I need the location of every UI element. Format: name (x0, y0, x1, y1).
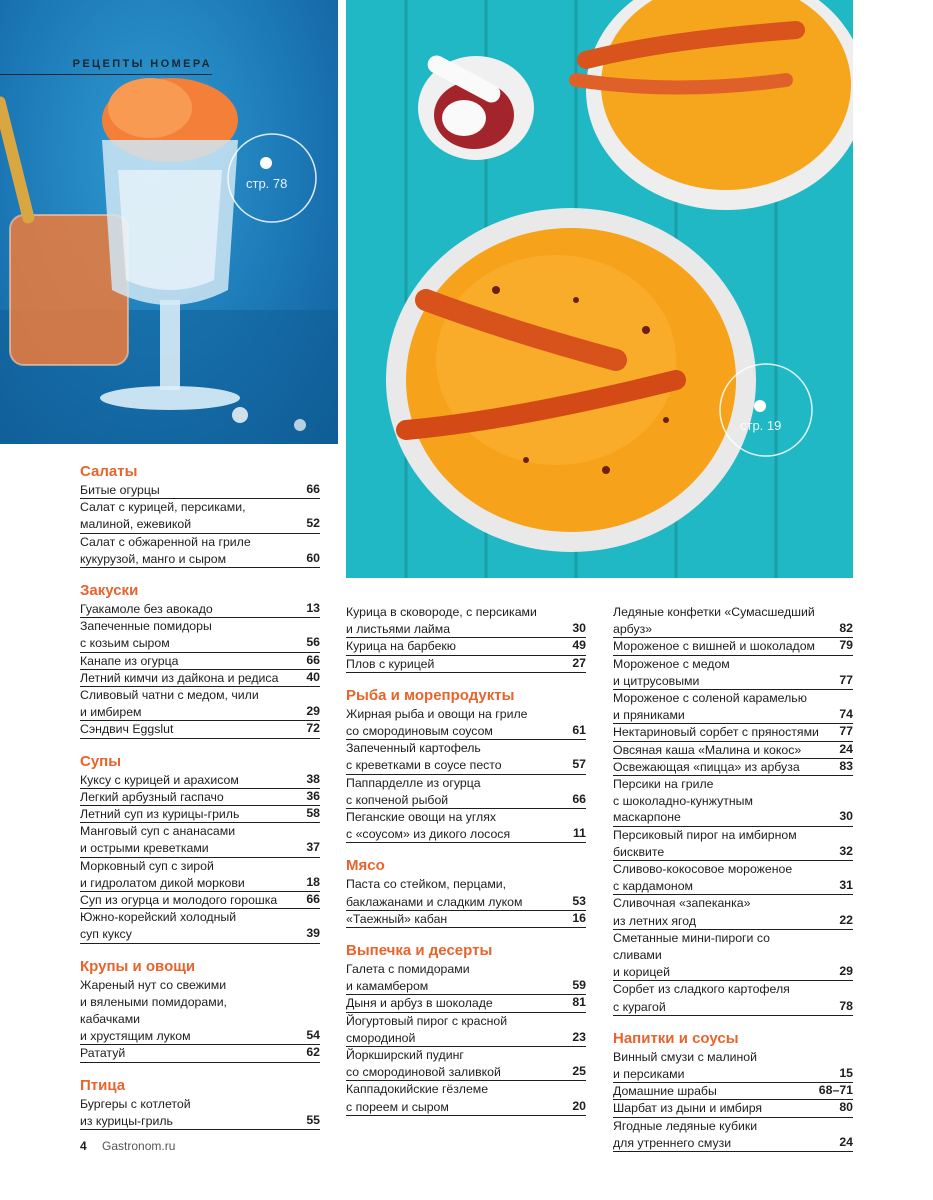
recipe-item[interactable] (80, 499, 320, 533)
recipe-title: Запеченный картофель (346, 741, 481, 756)
recipe-title: Галета с помидорами (346, 962, 470, 977)
recipe-title: Шарбат из дыни и имбиря (613, 1100, 853, 1117)
recipe-title: Канапе из огурца (80, 653, 320, 670)
recipe-title: со смородиновой заливкой (346, 1064, 586, 1081)
recipe-title: Персиковый пирог на имбирном (613, 827, 797, 842)
recipe-page: 32 (839, 843, 853, 858)
recipe-title: Сэндвич Eggslut (80, 721, 320, 738)
recipe-title: с креветками в соусе песто (346, 757, 586, 774)
recipe-item[interactable] (80, 977, 320, 1046)
recipe-title: и камамбером (346, 978, 586, 995)
recipe-title: Паста со стейком, перцами, (346, 877, 507, 892)
section-salads (80, 462, 320, 568)
soup-illustration (346, 0, 853, 578)
recipe-item[interactable] (80, 687, 320, 721)
recipe-item[interactable] (80, 1096, 320, 1130)
recipe-item[interactable] (346, 740, 586, 774)
recipe-page: 52 (306, 516, 320, 531)
recipe-page: 83 (839, 758, 853, 773)
category-title: Выпечка и десерты (346, 942, 493, 960)
recipe-title: Курица в сковороде, с персиками (346, 605, 537, 619)
category-title: Салаты (80, 463, 138, 480)
recipe-title: Салат с обжаренной на гриле (80, 534, 251, 549)
recipe-item[interactable] (80, 806, 320, 823)
recipe-item[interactable] (346, 604, 586, 638)
recipe-item[interactable] (80, 618, 320, 652)
recipe-page: 24 (839, 741, 853, 756)
recipe-page: 24 (839, 1134, 853, 1149)
recipe-page: 68–71 (818, 1083, 853, 1098)
recipe-item[interactable] (80, 1045, 320, 1062)
recipe-item[interactable] (80, 823, 320, 857)
recipe-item[interactable] (613, 981, 853, 1015)
recipe-page: 66 (306, 892, 320, 907)
section-title: РЕЦЕПТЫ НОМЕРА (0, 58, 212, 75)
recipe-title: Сливово-кокосовое мороженое (613, 862, 793, 877)
section-soups (80, 752, 320, 944)
recipe-page: 77 (839, 724, 853, 739)
recipe-title: Освежающая «пицца» из арбуза (613, 759, 853, 776)
recipe-page: 16 (572, 910, 586, 925)
recipe-item[interactable] (613, 690, 853, 724)
recipe-page: 29 (839, 964, 853, 979)
recipe-title: Мороженое с медом (613, 656, 730, 671)
recipe-title: Курица на барбекю (346, 638, 586, 655)
recipe-title: и хрустящим луком (80, 1028, 320, 1045)
recipe-item[interactable] (613, 776, 853, 827)
recipe-page: 55 (306, 1112, 320, 1127)
recipe-item[interactable] (80, 721, 320, 738)
recipe-page: 74 (839, 707, 853, 722)
section-poultry (80, 1076, 320, 1130)
recipe-title: Мороженое с вишней и шоколадом (613, 638, 853, 655)
recipe-page: 20 (572, 1098, 586, 1113)
recipe-item[interactable] (346, 809, 586, 843)
page-reference-left: стр. 78 (246, 176, 288, 191)
recipe-title: малиной, ежевикой (80, 516, 320, 533)
recipe-page: 53 (572, 893, 586, 908)
recipe-title: Сметанные мини-пироги со сливами (613, 930, 770, 963)
recipe-title: Летний суп из курицы-гриль (80, 806, 320, 823)
recipe-title: Винный смузи с малиной (613, 1049, 757, 1064)
category-title: Супы (80, 752, 122, 770)
category-title: Крупы и овощи (80, 957, 196, 975)
page-number: 4 (80, 1139, 87, 1153)
section-baking-desserts (346, 941, 586, 1116)
recipe-title: Летний кимчи из дайкона и редиса (80, 670, 320, 687)
recipe-title: с шоколадно-кунжутным маскарпоне (613, 793, 853, 826)
recipe-title: со смородиновым соусом (346, 723, 586, 740)
recipe-item[interactable] (346, 1081, 586, 1115)
recipe-page: 66 (306, 652, 320, 667)
recipe-column-2 (346, 604, 586, 1116)
recipe-page: 37 (306, 840, 320, 855)
section-meat (346, 856, 586, 928)
recipe-page: 40 (306, 669, 320, 684)
recipe-title: Бургеры с котлетой (80, 1096, 191, 1111)
category-title: Напитки и соусы (613, 1029, 739, 1047)
recipe-title: и персиками (613, 1066, 853, 1083)
recipe-title: Рататуй (80, 1045, 320, 1062)
recipe-page: 22 (839, 912, 853, 927)
recipe-item[interactable] (613, 1118, 853, 1152)
recipe-title: и пряниками (613, 707, 853, 724)
recipe-title: Жирная рыба и овощи на гриле (346, 706, 528, 721)
recipe-item[interactable] (613, 1083, 853, 1100)
recipe-item[interactable] (613, 724, 853, 741)
recipe-column-1 (80, 462, 320, 1130)
recipe-title: и листьями лайма (346, 621, 586, 638)
recipe-title: Йогуртовый пирог с красной (346, 1013, 508, 1028)
recipe-page: 23 (572, 1029, 586, 1044)
recipe-page: 77 (839, 672, 853, 687)
recipe-title: бисквите (613, 844, 853, 861)
recipe-item[interactable] (613, 1049, 853, 1083)
recipe-page: 30 (572, 621, 586, 636)
recipe-title: с копченой рыбой (346, 792, 586, 809)
recipe-title: Жареный нут со свежими (80, 977, 227, 992)
recipe-title: Салат с курицей, персиками, (80, 500, 246, 515)
recipe-item[interactable] (80, 601, 320, 618)
recipe-item[interactable] (80, 534, 320, 568)
recipe-item[interactable] (613, 930, 853, 982)
recipe-page: 25 (572, 1064, 586, 1079)
recipe-item[interactable] (80, 482, 320, 499)
recipe-page: 15 (839, 1066, 853, 1081)
section-fish-seafood (346, 686, 586, 844)
recipe-item[interactable] (80, 892, 320, 909)
recipe-title: для утреннего смузи (613, 1135, 853, 1152)
recipe-item[interactable] (80, 858, 320, 892)
recipe-page: 29 (306, 704, 320, 719)
recipe-page: 82 (839, 621, 853, 636)
recipe-title: баклажанами и сладким луком (346, 894, 586, 911)
recipe-item[interactable] (346, 961, 586, 995)
recipe-title: Каппадокийские гёзлеме (346, 1082, 489, 1097)
recipe-title: с пореем и сыром (346, 1099, 586, 1116)
recipe-title: Сливочная «запеканка» (613, 896, 751, 911)
recipe-title: Сливовый чатни с медом, чили (80, 688, 259, 703)
recipe-page: 61 (572, 723, 586, 738)
sorbet-photo (0, 0, 338, 444)
recipe-item[interactable] (613, 827, 853, 861)
recipe-title: Йоркширский пудинг (346, 1048, 464, 1063)
recipe-page: 54 (306, 1028, 320, 1043)
recipe-title: Ягодные ледяные кубики (613, 1118, 758, 1133)
recipe-title: и гидролатом дикой моркови (80, 875, 320, 892)
recipe-title: и имбирем (80, 704, 320, 721)
site-name[interactable]: Gastronom.ru (102, 1139, 176, 1153)
recipe-title: с «соусом» из дикого лосося (346, 826, 586, 843)
recipe-title: Мороженое с соленой карамелью (613, 691, 807, 706)
recipe-title: с козьим сыром (80, 635, 320, 652)
recipe-title: «Таежный» кабан (346, 911, 586, 928)
recipe-page: 72 (306, 721, 320, 736)
recipe-item[interactable] (613, 638, 853, 655)
recipe-page: 60 (306, 550, 320, 565)
recipe-title: из курицы-гриль (80, 1113, 320, 1130)
category-title: Птица (80, 1076, 126, 1094)
recipe-title: Куксу с курицей и арахисом (80, 772, 320, 789)
recipe-title: Плов с курицей (346, 656, 586, 673)
recipe-item[interactable] (346, 1013, 586, 1047)
recipe-title: суп куксу (80, 926, 320, 943)
recipe-page: 80 (839, 1100, 853, 1115)
section-appetizers (80, 581, 320, 739)
page-reference-right: стр. 19 (740, 418, 782, 433)
recipe-page: 58 (306, 806, 320, 821)
recipe-page: 78 (839, 998, 853, 1013)
section-poultry-continued (346, 604, 586, 673)
recipe-item[interactable] (346, 1047, 586, 1081)
recipe-item[interactable] (613, 656, 853, 690)
recipe-item[interactable] (613, 895, 853, 929)
recipe-title: Овсяная каша «Малина и кокос» (613, 742, 853, 759)
recipe-page: 30 (839, 809, 853, 824)
recipe-title: из летних ягод (613, 913, 853, 930)
recipe-page: 18 (306, 874, 320, 889)
recipe-title: Пеганские овощи на углях (346, 810, 497, 825)
recipe-title: Гуакамоле без авокадо (80, 601, 320, 618)
recipe-item[interactable] (346, 638, 586, 655)
recipe-title: Паппарделле из огурца (346, 775, 481, 790)
recipe-title: Дыня и арбуз в шоколаде (346, 995, 586, 1012)
recipe-item[interactable] (346, 876, 586, 910)
section-desserts-continued (613, 604, 853, 1016)
recipe-title: с кардамоном (613, 878, 853, 895)
recipe-title: Нектариновый сорбет с пряностями (613, 724, 853, 741)
recipe-item[interactable] (613, 1100, 853, 1117)
recipe-item[interactable] (346, 706, 586, 740)
recipe-item[interactable] (613, 604, 853, 638)
recipe-item[interactable] (613, 742, 853, 759)
recipe-title: и вялеными помидорами, кабачками (80, 994, 227, 1027)
category-title: Закуски (80, 582, 139, 600)
recipe-title: Домашние шрабы (613, 1083, 853, 1100)
section-grains-vegetables (80, 957, 320, 1063)
page-footer (80, 1139, 175, 1153)
category-title: Рыба и морепродукты (346, 686, 515, 704)
recipe-title: смородиной (346, 1030, 586, 1047)
recipe-title: Сорбет из сладкого картофеля (613, 982, 790, 997)
recipe-item[interactable] (613, 759, 853, 776)
recipe-column-3 (613, 604, 853, 1152)
recipe-page: 79 (839, 638, 853, 653)
recipe-title: и корицей (613, 964, 853, 981)
recipe-page: 31 (839, 878, 853, 893)
recipe-page: 13 (306, 601, 320, 616)
recipe-title: Легкий арбузный гаспачо (80, 789, 320, 806)
recipe-title: Суп из огурца и молодого горошка (80, 892, 320, 909)
recipe-title: Ледяные конфетки «Сумасшедший (613, 605, 815, 619)
recipe-page: 56 (306, 635, 320, 650)
recipe-title: арбуз» (613, 621, 853, 638)
recipe-page: 62 (306, 1045, 320, 1060)
recipe-item[interactable] (80, 772, 320, 789)
recipe-page: 36 (306, 788, 320, 803)
soup-photo (346, 0, 853, 578)
recipe-title: кукурузой, манго и сыром (80, 551, 320, 568)
section-drinks-sauces (613, 1029, 853, 1152)
recipe-page: 27 (572, 655, 586, 670)
recipe-item[interactable] (80, 670, 320, 687)
recipe-title: Битые огурцы (80, 482, 320, 499)
recipe-title: Манговый суп с ананасами (80, 824, 236, 839)
recipe-page: 38 (306, 771, 320, 786)
recipe-item[interactable] (80, 909, 320, 943)
recipe-title: Персики на гриле (613, 777, 714, 792)
recipe-item[interactable] (80, 789, 320, 806)
recipe-title: Запеченные помидоры (80, 619, 212, 634)
recipe-title: и цитрусовыми (613, 673, 853, 690)
recipe-page: 59 (572, 978, 586, 993)
recipe-page: 66 (306, 482, 320, 496)
recipe-page: 11 (573, 826, 586, 841)
recipe-title: и острыми креветками (80, 840, 320, 857)
recipe-item[interactable] (80, 653, 320, 670)
recipe-item[interactable] (346, 775, 586, 809)
category-title: Мясо (346, 857, 385, 875)
recipe-page: 66 (572, 791, 586, 806)
recipe-title: Южно-корейский холодный (80, 910, 237, 925)
recipe-title: Морковный суп с зирой (80, 858, 214, 873)
recipe-item[interactable] (346, 995, 586, 1012)
recipe-page: 81 (572, 995, 586, 1010)
recipe-title: с курагой (613, 999, 853, 1016)
recipe-page: 39 (306, 926, 320, 941)
recipe-page: 57 (572, 757, 586, 772)
recipe-item[interactable] (346, 656, 586, 673)
recipe-item[interactable] (613, 861, 853, 895)
recipe-page: 49 (572, 638, 586, 653)
recipe-item[interactable] (346, 911, 586, 928)
